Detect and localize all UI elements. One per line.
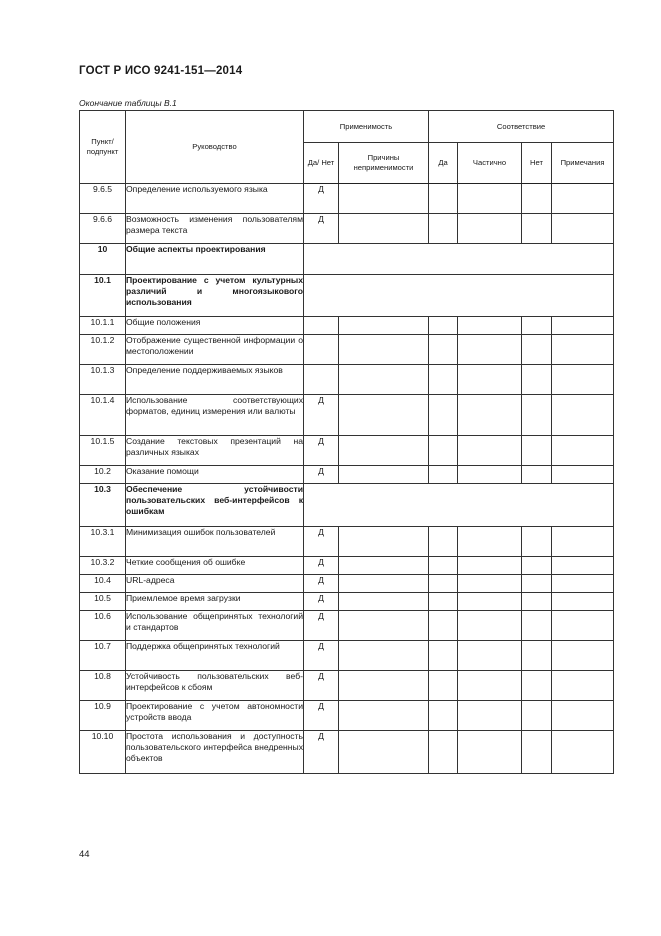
row-number: 10.6 (80, 611, 126, 641)
row-applicability-mark: Д (304, 184, 339, 214)
row-guide: Устойчивость пользовательских веб-интерфейсов к сбоям (126, 671, 304, 701)
row-number: 10.3.1 (80, 527, 126, 557)
row-number: 10.1.4 (80, 395, 126, 436)
guidelines-table (79, 110, 614, 774)
row-guide: Использование общепринятых технологий и стандартов (126, 611, 304, 641)
row-guide: Общие положения (126, 317, 304, 335)
row-number: 10.3.2 (80, 557, 126, 575)
row-guide: Обеспечение устойчивости пользовательских веб-интерфейсов к ошибкам (126, 484, 304, 527)
row-guide: Возможность изменения пользователям размера текста (126, 214, 304, 244)
row-number: 9.6.6 (80, 214, 126, 244)
row-number: 10.1.5 (80, 436, 126, 466)
header-item: Пункт/ подпункт (80, 111, 126, 184)
table-row (80, 395, 614, 436)
row-applicability-mark: Д (304, 557, 339, 575)
row-guide: Четкие сообщения об ошибке (126, 557, 304, 575)
page-title: ГОСТ Р ИСО 9241-151—2014 (79, 65, 243, 77)
row-guide: Отображение существенной информации о местоположении (126, 335, 304, 365)
row-guide: URL-адреса (126, 575, 304, 593)
table-row (80, 214, 614, 244)
row-number: 10.3 (80, 484, 126, 527)
row-applicability-mark (304, 335, 339, 365)
table-row (80, 731, 614, 774)
header-compliance: Соответствие (429, 111, 614, 143)
row-applicability-mark: Д (304, 671, 339, 701)
table-row (80, 275, 614, 317)
table-caption: Окончание таблицы В.1 (79, 98, 177, 108)
row-applicability-mark: Д (304, 701, 339, 731)
row-applicability-mark: Д (304, 641, 339, 671)
table-row (80, 436, 614, 466)
table-row (80, 335, 614, 365)
page-number: 44 (79, 849, 90, 860)
table-row (80, 527, 614, 557)
row-applicability-mark: Д (304, 611, 339, 641)
table-row (80, 184, 614, 214)
row-applicability-mark: Д (304, 575, 339, 593)
row-guide: Оказание помощи (126, 466, 304, 484)
row-guide: Приемлемое время загрузки (126, 593, 304, 611)
row-applicability-mark (304, 365, 339, 395)
table-row (80, 557, 614, 575)
row-guide: Определение поддерживаемых языков (126, 365, 304, 395)
row-number: 10.1.2 (80, 335, 126, 365)
row-number: 10.1.1 (80, 317, 126, 335)
row-number: 10.1 (80, 275, 126, 317)
header-reasons: Причины неприменимости (339, 143, 429, 184)
row-guide: Проектирование с учетом культурных различий и многоязыкового использования (126, 275, 304, 317)
row-number: 10.10 (80, 731, 126, 774)
row-guide: Минимизация ошибок пользователей (126, 527, 304, 557)
row-guide: Простота использования и доступность пользовательского интерфейса внедренных объектов (126, 731, 304, 774)
table-row (80, 466, 614, 484)
row-number: 10.1.3 (80, 365, 126, 395)
row-applicability-mark: Д (304, 395, 339, 436)
table-row (80, 641, 614, 671)
row-applicability-mark (304, 317, 339, 335)
table-row (80, 365, 614, 395)
table-row (80, 593, 614, 611)
header-partial: Частично (458, 143, 522, 184)
header-applicability: Применимость (304, 111, 429, 143)
table-row (80, 575, 614, 593)
row-applicability-mark: Д (304, 527, 339, 557)
row-number: 9.6.5 (80, 184, 126, 214)
header-notes: Примечания (552, 143, 614, 184)
row-guide: Поддержка общепринятых технологий (126, 641, 304, 671)
table-row (80, 317, 614, 335)
row-guide: Определение используемого языка (126, 184, 304, 214)
row-guide: Проектирование с учетом автономности устройств ввода (126, 701, 304, 731)
row-guide: Общие аспекты проектирования (126, 244, 304, 275)
row-applicability-mark: Д (304, 731, 339, 774)
row-number: 10.7 (80, 641, 126, 671)
row-applicability-mark: Д (304, 214, 339, 244)
header-yes-no: Да/ Нет (304, 143, 339, 184)
row-number: 10.4 (80, 575, 126, 593)
row-applicability-mark: Д (304, 466, 339, 484)
row-guide: Использование соответствующих форматов, единиц измерения или валюты (126, 395, 304, 436)
header-guide: Руководство (126, 111, 304, 184)
row-number: 10.9 (80, 701, 126, 731)
table-row (80, 484, 614, 527)
header-no: Нет (522, 143, 552, 184)
table-row (80, 611, 614, 641)
table-row (80, 671, 614, 701)
row-number: 10.2 (80, 466, 126, 484)
row-number: 10.5 (80, 593, 126, 611)
row-number: 10 (80, 244, 126, 275)
table-row (80, 701, 614, 731)
row-guide: Создание текстовых презентаций на различных языках (126, 436, 304, 466)
row-number: 10.8 (80, 671, 126, 701)
row-applicability-mark: Д (304, 436, 339, 466)
header-yes: Да (429, 143, 458, 184)
table-row (80, 244, 614, 275)
row-applicability-mark: Д (304, 593, 339, 611)
